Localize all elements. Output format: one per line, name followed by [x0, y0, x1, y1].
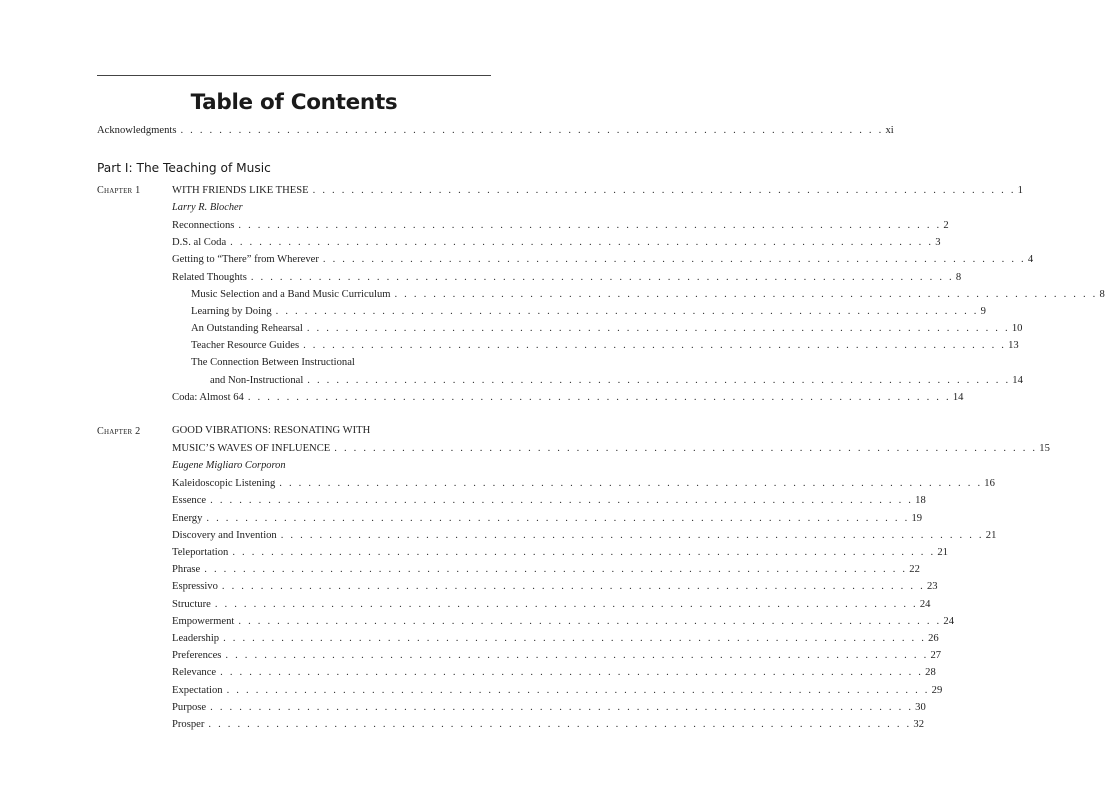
toc-page-number: 1 — [1017, 185, 1023, 196]
leader-dots: . . . . . . . . . . . . . . . . . . . . . . . . . . . . . . . . . . . . . . . . . . . . . . . . . . . . . . . . . . . . . . . . . . . . . . . . . — [247, 392, 951, 403]
leader-dots: . . . . . . . . . . . . . . . . . . . . . . . . . . . . . . . . . . . . . . . . . . . . . . . . . . . . . . . . . . . . . . . . . . . . . . . . . — [225, 650, 929, 661]
toc-entry[interactable] — [172, 580, 938, 594]
leader-dots: . . . . . . . . . . . . . . . . . . . . . . . . . . . . . . . . . . . . . . . . . . . . . . . . . . . . . . . . . . . . . . . . . . . . . . . . . — [206, 513, 910, 524]
toc-page-number: 10 — [1011, 323, 1023, 334]
chapter-label: Chapter 1 — [97, 185, 141, 196]
leader-dots: . . . . . . . . . . . . . . . . . . . . . . . . . . . . . . . . . . . . . . . . . . . . . . . . . . . . . . . . . . . . . . . . . . . . . . . . . — [250, 272, 954, 283]
toc-entry-label: Essence — [172, 495, 207, 506]
toc-subentry[interactable] — [191, 288, 1105, 302]
part-heading: Part I: The Teaching of Music — [97, 161, 271, 175]
leader-dots: . . . . . . . . . . . . . . . . . . . . . . . . . . . . . . . . . . . . . . . . . . . . . . . . . . . . . . . . . . . . . . . . . . . . . . . . . — [221, 581, 925, 592]
toc-entry[interactable] — [172, 598, 931, 612]
leader-dots: . . . . . . . . . . . . . . . . . . . . . . . . . . . . . . . . . . . . . . . . . . . . . . . . . . . . . . . . . . . . . . . . . . . . . . . . . — [275, 306, 979, 317]
leader-dots: . . . . . . . . . . . . . . . . . . . . . . . . . . . . . . . . . . . . . . . . . . . . . . . . . . . . . . . . . . . . . . . . . . . . . . . . . — [322, 254, 1026, 265]
toc-page-number: 22 — [909, 564, 920, 575]
toc-entry[interactable] — [172, 718, 924, 732]
leader-dots: . . . . . . . . . . . . . . . . . . . . . . . . . . . . . . . . . . . . . . . . . . . . . . . . . . . . . . . . . . . . . . . . . . . . . . . . . — [210, 702, 914, 713]
toc-entry-label: Related Thoughts — [172, 272, 247, 283]
toc-page-number: 8 — [955, 272, 962, 283]
top-rule — [97, 75, 491, 76]
leader-dots: . . . . . . . . . . . . . . . . . . . . . . . . . . . . . . . . . . . . . . . . . . . . . . . . . . . . . . . . . . . . . . . . . . . . . . . . . — [307, 375, 1011, 386]
toc-entry-label: Discovery and Invention — [172, 530, 277, 541]
toc-page-number: 23 — [926, 581, 938, 592]
toc-entry[interactable] — [172, 236, 941, 250]
toc-entry-label: An Outstanding Rehearsal — [191, 323, 303, 334]
leader-dots: . . . . . . . . . . . . . . . . . . . . . . . . . . . . . . . . . . . . . . . . . . . . . . . . . . . . . . . . . . . . . . . . . . . . . . . . . — [223, 633, 927, 644]
toc-entry-label: Music Selection and a Band Music Curriculum — [191, 289, 391, 300]
chapter-title-entry[interactable] — [172, 184, 1023, 198]
toc-page-number: 14 — [1012, 375, 1023, 386]
toc-entry-label: Prosper — [172, 719, 205, 730]
toc-page-number: 14 — [952, 392, 964, 403]
toc-subentry-line1[interactable]: The Connection Between Instructional — [191, 357, 355, 368]
leader-dots: . . . . . . . . . . . . . . . . . . . . . . . . . . . . . . . . . . . . . . . . . . . . . . . . . . . . . . . . . . . . . . . . . . . . . . . . . — [220, 667, 924, 678]
leader-dots: . . . . . . . . . . . . . . . . . . . . . . . . . . . . . . . . . . . . . . . . . . . . . . . . . . . . . . . . . . . . . . . . . . . . . . . . . — [232, 547, 936, 558]
chapter-title-entry[interactable] — [172, 442, 1050, 456]
toc-entry[interactable] — [172, 666, 936, 680]
toc-entry[interactable] — [172, 546, 948, 560]
toc-entry[interactable] — [172, 391, 964, 405]
leader-dots: . . . . . . . . . . . . . . . . . . . . . . . . . . . . . . . . . . . . . . . . . . . . . . . . . . . . . . . . . . . . . . . . . . . . . . . . . — [180, 125, 884, 136]
toc-entry[interactable] — [172, 615, 954, 629]
leader-dots: . . . . . . . . . . . . . . . . . . . . . . . . . . . . . . . . . . . . . . . . . . . . . . . . . . . . . . . . . . . . . . . . . . . . . . . . . — [303, 340, 1007, 351]
toc-page-number: 29 — [931, 685, 943, 696]
toc-page-number: xi — [885, 125, 894, 136]
toc-page-number: 21 — [937, 547, 948, 558]
toc-entry-label: Kaleidoscopic Listening — [172, 478, 276, 489]
chapter-title: WITH FRIENDS LIKE THESE — [172, 185, 309, 196]
toc-page-number: 27 — [930, 650, 942, 661]
toc-entry-label: Preferences — [172, 650, 222, 661]
toc-entry-label: Leadership — [172, 633, 220, 644]
toc-entry[interactable] — [172, 253, 1034, 267]
leader-dots: . . . . . . . . . . . . . . . . . . . . . . . . . . . . . . . . . . . . . . . . . . . . . . . . . . . . . . . . . . . . . . . . . . . . . . . . . — [238, 616, 942, 627]
chapter-title-line1[interactable]: GOOD VIBRATIONS: RESONATING WITH — [172, 425, 371, 436]
leader-dots: . . . . . . . . . . . . . . . . . . . . . . . . . . . . . . . . . . . . . . . . . . . . . . . . . . . . . . . . . . . . . . . . . . . . . . . . . — [230, 237, 934, 248]
toc-entry[interactable] — [172, 477, 995, 491]
toc-entry[interactable] — [172, 684, 943, 698]
toc-page-number: 15 — [1039, 443, 1050, 454]
toc-page-number: 3 — [935, 237, 941, 248]
toc-entry-label: Purpose — [172, 702, 207, 713]
leader-dots: . . . . . . . . . . . . . . . . . . . . . . . . . . . . . . . . . . . . . . . . . . . . . . . . . . . . . . . . . . . . . . . . . . . . . . . . . — [204, 564, 908, 575]
toc-entry-label: Structure — [172, 599, 211, 610]
leader-dots: . . . . . . . . . . . . . . . . . . . . . . . . . . . . . . . . . . . . . . . . . . . . . . . . . . . . . . . . . . . . . . . . . . . . . . . . . — [238, 220, 942, 231]
leader-dots: . . . . . . . . . . . . . . . . . . . . . . . . . . . . . . . . . . . . . . . . . . . . . . . . . . . . . . . . . . . . . . . . . . . . . . . . . — [280, 530, 984, 541]
toc-page-number: 9 — [980, 306, 986, 317]
toc-page-number: 19 — [911, 513, 923, 524]
toc-page-number: 18 — [915, 495, 926, 506]
chapter-title: MUSIC’S WAVES OF INFLUENCE — [172, 443, 331, 454]
toc-entry[interactable] — [172, 271, 962, 285]
toc-entry-label: D.S. al Coda — [172, 237, 227, 248]
toc-page-number: 26 — [928, 633, 939, 644]
toc-page-number: 32 — [913, 719, 924, 730]
toc-entry-label: Teleportation — [172, 547, 229, 558]
toc-page-number: 24 — [943, 616, 954, 627]
toc-entry-label: Acknowledgments — [97, 125, 177, 136]
leader-dots: . . . . . . . . . . . . . . . . . . . . . . . . . . . . . . . . . . . . . . . . . . . . . . . . . . . . . . . . . . . . . . . . . . . . . . . . . — [210, 495, 914, 506]
toc-subentry[interactable] — [191, 305, 986, 319]
toc-entry[interactable] — [172, 512, 923, 526]
toc-entry-label: Energy — [172, 513, 203, 524]
chapter-author: Larry R. Blocher — [172, 202, 243, 213]
toc-entry-label: Learning by Doing — [191, 306, 272, 317]
toc-subentry-continued[interactable] — [210, 374, 1023, 388]
toc-page-number: 16 — [984, 478, 995, 489]
page-title: Table of Contents — [190, 90, 398, 115]
toc-entry[interactable] — [172, 494, 926, 508]
toc-entry[interactable] — [172, 649, 942, 663]
toc-page-number: 30 — [915, 702, 926, 713]
toc-entry-label: Reconnections — [172, 220, 235, 231]
toc-entry-label: Relevance — [172, 667, 217, 678]
toc-entry-label: Expectation — [172, 685, 223, 696]
leader-dots: . . . . . . . . . . . . . . . . . . . . . . . . . . . . . . . . . . . . . . . . . . . . . . . . . . . . . . . . . . . . . . . . . . . . . . . . . — [279, 478, 983, 489]
toc-entry[interactable] — [172, 563, 920, 577]
leader-dots: . . . . . . . . . . . . . . . . . . . . . . . . . . . . . . . . . . . . . . . . . . . . . . . . . . . . . . . . . . . . . . . . . . . . . . . . . — [306, 323, 1010, 334]
toc-subentry[interactable] — [191, 339, 1019, 353]
toc-page-number: 13 — [1008, 340, 1019, 351]
leader-dots: . . . . . . . . . . . . . . . . . . . . . . . . . . . . . . . . . . . . . . . . . . . . . . . . . . . . . . . . . . . . . . . . . . . . . . . . . — [312, 185, 1016, 196]
toc-page-number: 21 — [985, 530, 997, 541]
leader-dots: . . . . . . . . . . . . . . . . . . . . . . . . . . . . . . . . . . . . . . . . . . . . . . . . . . . . . . . . . . . . . . . . . . . . . . . . . — [208, 719, 912, 730]
leader-dots: . . . . . . . . . . . . . . . . . . . . . . . . . . . . . . . . . . . . . . . . . . . . . . . . . . . . . . . . . . . . . . . . . . . . . . . . . — [334, 443, 1038, 454]
toc-page-number: 8 — [1099, 289, 1105, 300]
toc-entry-label: Teacher Resource Guides — [191, 340, 300, 351]
toc-page-number: 28 — [925, 667, 936, 678]
leader-dots: . . . . . . . . . . . . . . . . . . . . . . . . . . . . . . . . . . . . . . . . . . . . . . . . . . . . . . . . . . . . . . . . . . . . . . . . . — [214, 599, 918, 610]
toc-entry-label: Empowerment — [172, 616, 235, 627]
toc-entry[interactable] — [172, 219, 949, 233]
leader-dots: . . . . . . . . . . . . . . . . . . . . . . . . . . . . . . . . . . . . . . . . . . . . . . . . . . . . . . . . . . . . . . . . . . . . . . . . . — [394, 289, 1098, 300]
toc-entry-label: Espressivo — [172, 581, 218, 592]
toc-entry-label: Getting to “There” from Wherever — [172, 254, 319, 265]
toc-entry-acknowledgments[interactable] — [97, 124, 894, 138]
toc-page-number: 2 — [943, 220, 949, 231]
chapter-author: Eugene Migliaro Corporon — [172, 460, 286, 471]
chapter-label: Chapter 2 — [97, 426, 141, 437]
toc-entry-label: Coda: Almost 64 — [172, 392, 244, 403]
toc-entry[interactable] — [172, 529, 997, 543]
toc-page-number: 24 — [919, 599, 931, 610]
toc-entry-label: Phrase — [172, 564, 201, 575]
toc-entry[interactable] — [172, 632, 939, 646]
toc-page-number: 4 — [1027, 254, 1034, 265]
toc-entry[interactable] — [172, 701, 926, 715]
leader-dots: . . . . . . . . . . . . . . . . . . . . . . . . . . . . . . . . . . . . . . . . . . . . . . . . . . . . . . . . . . . . . . . . . . . . . . . . . — [226, 685, 930, 696]
toc-entry-label: and Non-Instructional — [210, 375, 304, 386]
toc-subentry[interactable] — [191, 322, 1023, 336]
